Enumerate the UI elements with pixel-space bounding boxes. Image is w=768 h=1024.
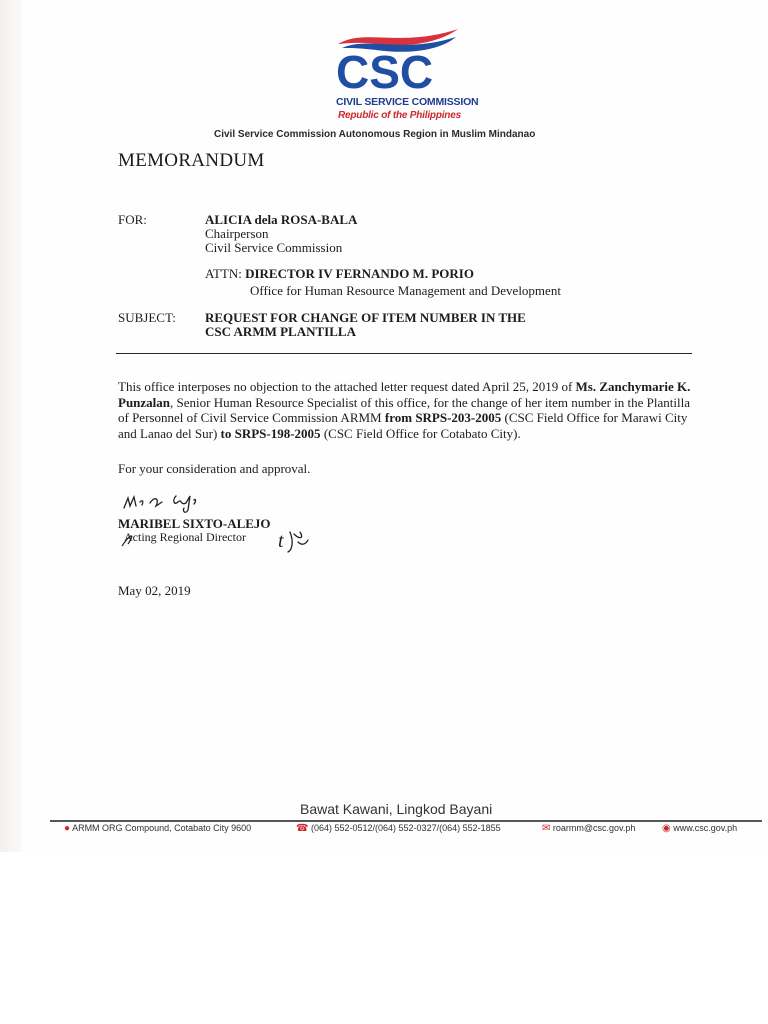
attn-office: Office for Human Resource Management and Development xyxy=(250,283,561,298)
body-text-b: , Senior Human Resource Specialist of this office, for the change of her item number in the Plantilla of Personnel of Civil Service Commission ARMM xyxy=(118,394,690,425)
location-pin-icon: ● xyxy=(64,823,71,834)
memo-date: May 02, 2019 xyxy=(118,583,191,598)
employee-name: Ms. Zanchymarie K. Punzalan xyxy=(118,379,691,410)
signatory-name: MARIBEL SIXTO-ALEJO xyxy=(118,516,271,531)
for-label: FOR: xyxy=(118,212,147,227)
body-text-c: (CSC Field Office for Marawi City and Lanao del Sur) xyxy=(118,410,688,441)
attn-label: ATTN: xyxy=(205,266,242,281)
blank-area xyxy=(0,852,768,1024)
initials-mark xyxy=(278,528,312,554)
from-item-number: from SRPS-203-2005 xyxy=(384,410,502,425)
recipient-name: ALICIA dela ROSA-BALA xyxy=(205,212,358,227)
footer-motto: Bawat Kawani, Lingkod Bayani xyxy=(300,801,493,817)
csc-logo xyxy=(330,26,479,126)
email-icon: ✉ xyxy=(542,823,551,834)
footer-phones: (064) 552-0512/(064) 552-0327/(064) 552-1855 xyxy=(310,823,501,833)
globe-icon: ◉ xyxy=(662,823,671,834)
recipient-title: Chairperson xyxy=(205,226,269,241)
subject-line-2: CSC ARMM PLANTILLA xyxy=(205,324,356,339)
phone-icon: ☎ xyxy=(296,823,309,834)
regional-office: Civil Service Commission Autonomous Region in Muslim Mindanao xyxy=(214,129,536,140)
agency-name: CIVIL SERVICE COMMISSION xyxy=(336,96,479,108)
header-divider xyxy=(116,353,692,354)
subject-line-1: REQUEST FOR CHANGE OF ITEM NUMBER IN THE xyxy=(205,310,526,325)
closing-line: For your consideration and approval. xyxy=(118,461,311,476)
footer-address: ARMM ORG Compound, Cotabato City 9600 xyxy=(72,823,252,833)
scan-edge xyxy=(0,0,22,852)
attn-name: DIRECTOR IV FERNANDO M. PORIO xyxy=(245,266,474,281)
body-text-a: This office interposes no objection to the attached letter request dated April 25, 2019 of xyxy=(118,379,576,394)
body-paragraph xyxy=(118,379,696,441)
country-name: Republic of the Philippines xyxy=(338,110,461,121)
recipient-office: Civil Service Commission xyxy=(205,240,343,255)
attn-line xyxy=(205,266,474,282)
footer-divider xyxy=(50,820,762,822)
logo-acronym: CSC xyxy=(336,46,434,96)
signatory-title: Acting Regional Director xyxy=(124,530,246,544)
footer-email[interactable]: roarmm@csc.gov.ph xyxy=(552,823,636,833)
subject-label: SUBJECT: xyxy=(118,310,176,325)
footer-website[interactable]: www.csc.gov.ph xyxy=(673,823,738,833)
initials-mark-letter: t xyxy=(278,530,284,552)
footer-contacts xyxy=(64,823,764,837)
body-text-d: (CSC Field Office for Cotabato City). xyxy=(320,425,521,441)
memo-title: MEMORANDUM xyxy=(118,150,265,171)
to-item-number: to SRPS-198-2005 xyxy=(220,425,321,441)
csc-logo-graphic xyxy=(330,26,470,96)
